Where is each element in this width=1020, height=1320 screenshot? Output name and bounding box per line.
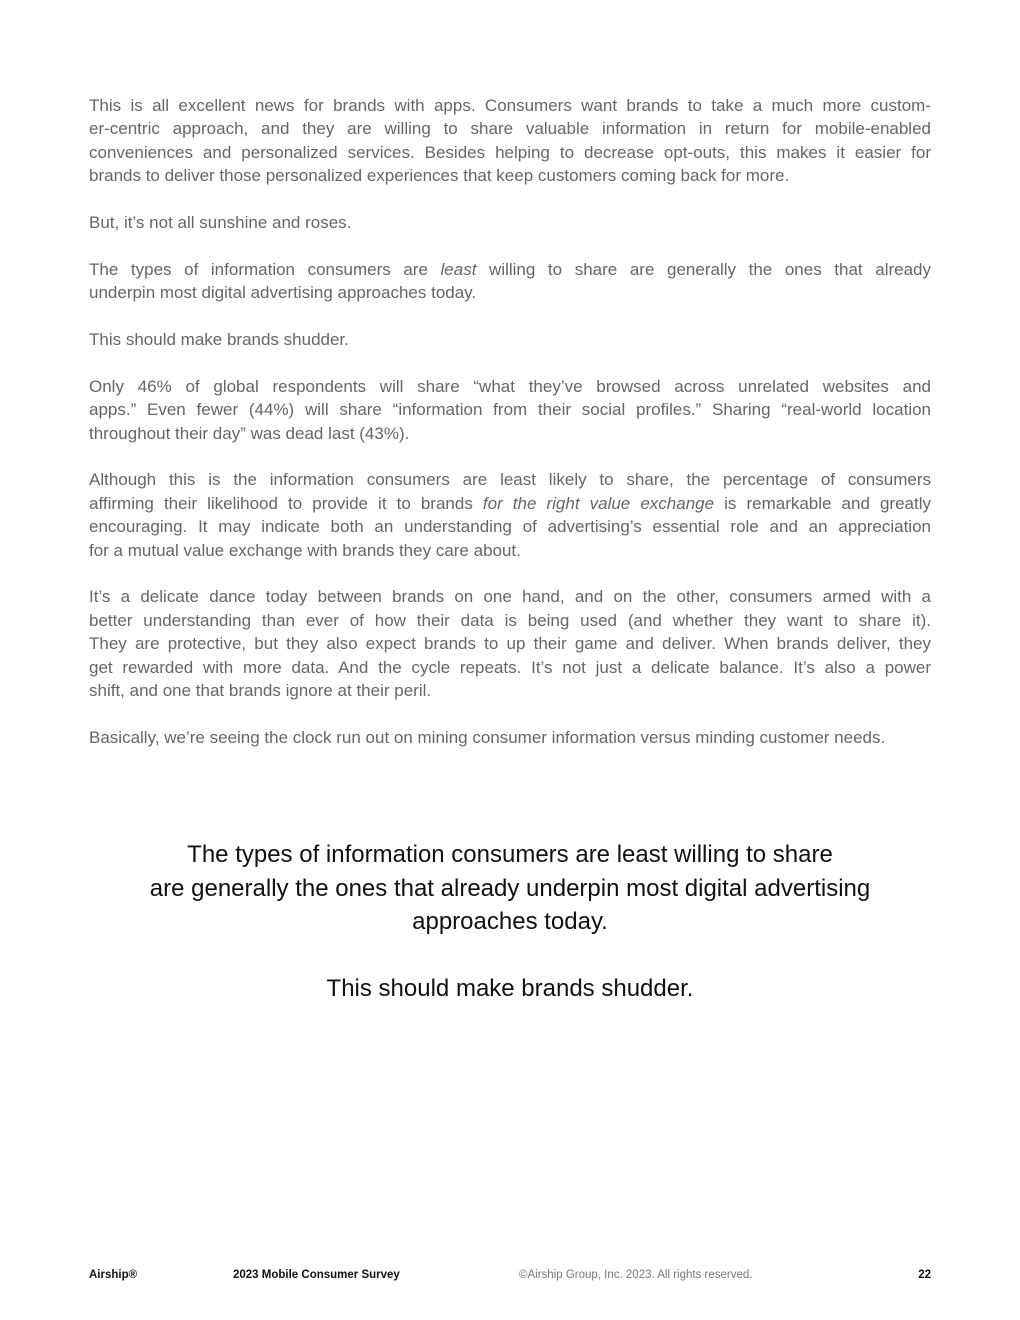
emphasis-text: least <box>440 259 477 279</box>
body-text <box>89 94 931 773</box>
text-segment: shift, and one that brands ignore at their peril. <box>89 681 432 701</box>
text-line <box>89 281 931 304</box>
emphasis-text: for the right value exchange <box>482 493 715 513</box>
text-segment: Although this is the information consumers are least likely to share, the percentage of consumers <box>89 470 931 490</box>
text-line <box>89 726 931 749</box>
paragraph <box>89 585 931 702</box>
text-segment: apps.” Even fewer (44%) will share “information from their social profiles.” Sharing “real-world location <box>89 400 931 420</box>
paragraph <box>89 211 931 234</box>
text-segment: But, it’s not all sunshine and roses. <box>89 213 352 233</box>
text-line <box>89 258 931 281</box>
text-line <box>89 117 931 140</box>
text-segment: brands to deliver those personalized experiences that keep customers coming back for more. <box>89 166 790 186</box>
paragraph <box>89 375 931 445</box>
text-line <box>89 164 931 187</box>
page-number: 22 <box>918 1269 931 1281</box>
text-segment: better understanding than ever of how their data is being used (and whether they want to share it). <box>89 610 931 630</box>
text-line <box>89 609 931 632</box>
text-segment: throughout their day” was dead last (43%). <box>89 423 410 443</box>
text-line <box>89 656 931 679</box>
pull-quote-line: are generally the ones that already underpin most digital advertising <box>149 874 871 902</box>
pull-quote-closing: This should make brands shudder. <box>326 975 694 1002</box>
text-line <box>89 375 931 398</box>
text-segment: willing to share are generally the ones that already <box>476 259 932 279</box>
text-segment: encouraging. It may indicate both an understanding of advertising’s essential role and an appreciation <box>89 517 931 537</box>
text-segment: It’s a delicate dance today between brands on one hand, and on the other, consumers armed with a <box>89 587 931 607</box>
text-segment: Basically, we’re seeing the clock run out on mining consumer information versus minding customer needs. <box>89 727 886 747</box>
text-line <box>89 679 931 702</box>
text-segment: get rewarded with more data. And the cycle repeats. It’s not just a delicate balance. It’s also a power <box>89 657 931 677</box>
text-segment: conveniences and personalized services. Besides helping to decrease opt-outs, this makes it easier for <box>89 142 931 162</box>
pull-quote-line: approaches today. <box>412 908 608 935</box>
text-line <box>89 585 931 608</box>
text-line <box>89 539 931 562</box>
text-line <box>89 141 931 164</box>
text-line <box>89 94 931 117</box>
text-line <box>89 492 931 515</box>
text-line <box>89 632 931 655</box>
text-segment: This should make brands shudder. <box>89 330 349 350</box>
text-segment: affirming their likelihood to provide it to brands <box>89 493 483 513</box>
paragraph <box>89 328 931 351</box>
paragraph <box>89 468 931 562</box>
text-segment: underpin most digital advertising approaches today. <box>89 283 477 303</box>
text-line <box>89 328 931 351</box>
text-segment: for a mutual value exchange with brands they care about. <box>89 540 521 560</box>
copyright: ©Airship Group, Inc. 2023. All rights reserved. <box>519 1269 753 1281</box>
paragraph <box>89 726 931 749</box>
pull-quote <box>60 838 960 1006</box>
paragraph <box>89 258 931 305</box>
text-line <box>89 398 931 421</box>
brand-logo: Airship® <box>89 1269 138 1281</box>
text-line <box>89 468 931 491</box>
text-segment: er-centric approach, and they are willing to share valuable information in return for mobile-enabled <box>89 119 931 139</box>
text-segment: The types of information consumers are <box>89 259 441 279</box>
text-segment: is remarkable and greatly <box>714 493 931 513</box>
text-line <box>89 422 931 445</box>
publication-title: 2023 Mobile Consumer Survey <box>233 1269 400 1281</box>
text-line <box>89 211 931 234</box>
pull-quote-line: The types of information consumers are least willing to share <box>187 841 833 868</box>
footer <box>89 1269 931 1285</box>
paragraph <box>89 94 931 188</box>
text-segment: Only 46% of global respondents will share “what they’ve browsed across unrelated websites and <box>89 376 931 396</box>
text-segment: They are protective, but they also expect brands to up their game and deliver. When brands deliver, they <box>89 634 931 654</box>
text-segment: This is all excellent news for brands with apps. Consumers want brands to take a much more custom- <box>89 96 931 115</box>
text-line <box>89 515 931 538</box>
